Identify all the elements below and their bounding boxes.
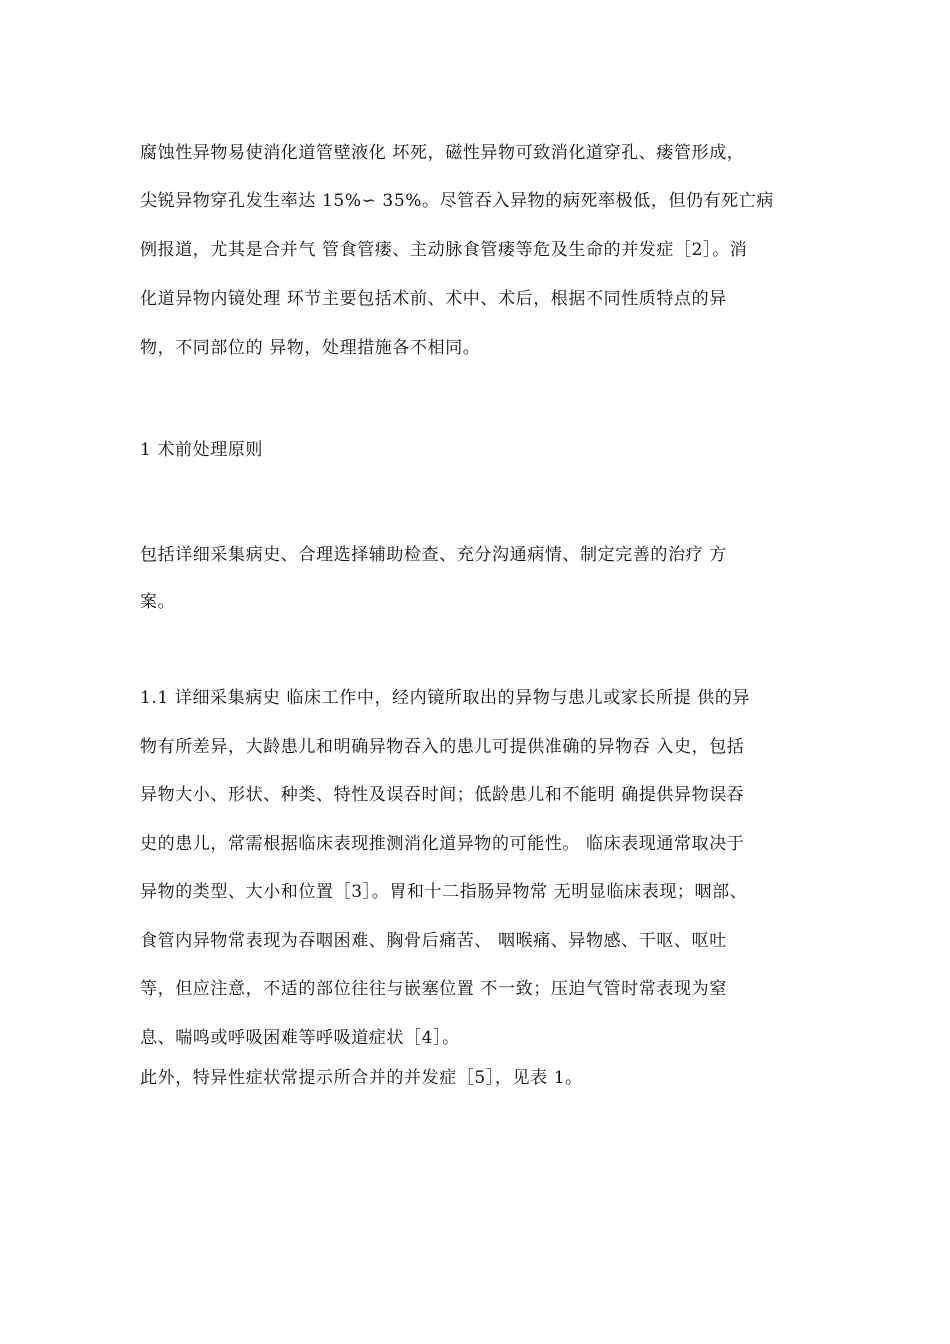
paragraph-line: 化道异物内镜处理 环节主要包括术前、术中、术后，根据不同性质特点的异 xyxy=(140,289,727,309)
paragraph-line: 1.1 详细采集病史 临床工作中，经内镜所取出的异物与患儿或家长所提 供的异 xyxy=(140,688,751,708)
paragraph-line: 食管内异物常表现为吞咽困难、胸骨后痛苦、 咽喉痛、异物感、干呕、呕吐 xyxy=(140,931,727,951)
paragraph-line: 例报道，尤其是合并气 管食管瘘、主动脉食管瘘等危及生命的并发症［2］。消 xyxy=(140,240,748,260)
paragraph-line: 尖锐异物穿孔发生率达 15%∽ 35%。尽管吞入异物的病死率极低，但仍有死亡病 xyxy=(140,191,775,211)
paragraph-line: 包括详细采集病史、合理选择辅助检查、充分沟通病情、制定完善的治疗 方 xyxy=(140,545,727,565)
paragraph-line: 案。 xyxy=(140,592,176,612)
section-heading: 1 术前处理原则 xyxy=(140,440,264,460)
paragraph-line: 异物的类型、大小和位置［3］。胃和十二指肠异物常 无明显临床表现；咽部、 xyxy=(140,882,748,902)
paragraph-line: 异物大小、形状、种类、特性及误吞时间；低龄患儿和不能明 确提供异物误吞 xyxy=(140,785,745,805)
paragraph-line: 史的患儿，常需根据临床表现推测消化道异物的可能性。 临床表现通常取决于 xyxy=(140,834,745,854)
paragraph-line: 物有所差异，大龄患儿和明确异物吞入的患儿可提供准确的异物吞 入史，包括 xyxy=(140,737,745,757)
paragraph-line: 等，但应注意，不适的部位往往与嵌塞位置 不一致；压迫气管时常表现为窒 xyxy=(140,979,727,999)
paragraph-line: 腐蚀性异物易使消化道管壁液化 坏死，磁性异物可致消化道穿孔、瘘管形成， xyxy=(140,143,745,163)
paragraph-line: 息、喘鸣或呼吸困难等呼吸道症状［4］。 xyxy=(140,1028,460,1048)
paragraph-closing-line: 此外，特异性症状常提示所合并的并发症［5］，见表 1。 xyxy=(140,1068,583,1088)
paragraph-line: 物，不同部位的 异物，处理措施各不相同。 xyxy=(140,338,481,358)
